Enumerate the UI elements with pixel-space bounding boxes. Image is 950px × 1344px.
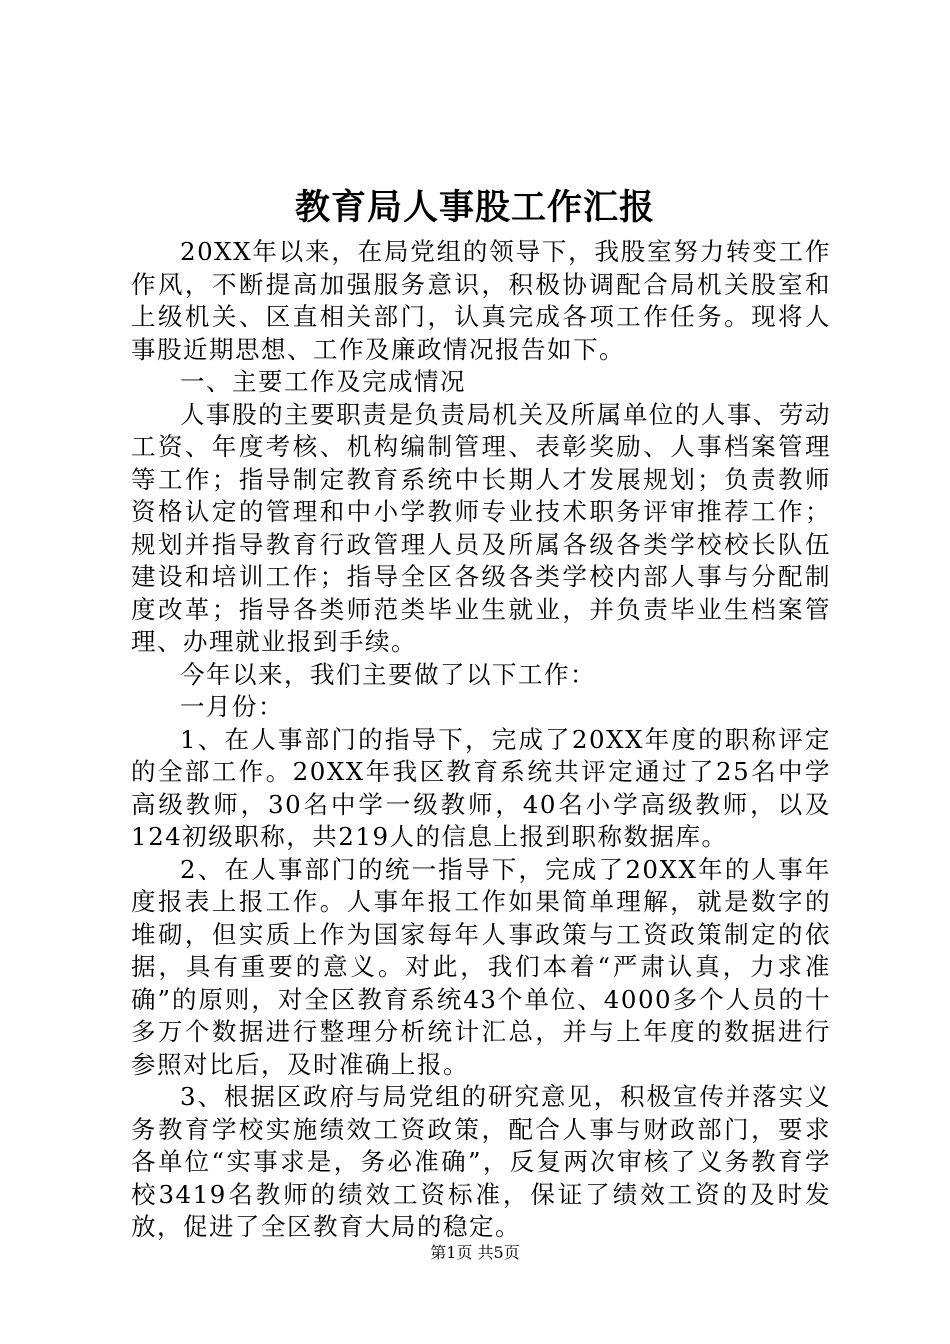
document-body <box>131 236 831 1244</box>
paragraph-month-heading: 一月份： <box>180 692 284 721</box>
paragraph-work-intro: 今年以来，我们主要做了以下工作： <box>180 659 596 689</box>
document-title: 教育局人事股工作汇报 <box>294 187 655 228</box>
paragraph-item-1: 1、在人事部门的指导下，完成了20XX年度的职称评定的全部工作。20XX年我区教育系统共评定通过了25名中学高级教师，30名中学一级教师，40名小学高级教师，以及124初级职称，共219人的信息上报到职称数据库。 <box>131 724 831 851</box>
section-heading-main-work: 一、主要工作及完成情况 <box>180 367 466 396</box>
paragraph-intro: 20XX年以来，在局党组的领导下，我股室努力转变工作作风，不断提高加强服务意识，积极协调配合局机关股室和上级机关、区直相关部门，认真完成各项工作任务。现将人事股近期思想、工作及廉政情况报告如下。 <box>131 237 831 364</box>
paragraph-item-3: 3、根据区政府与局党组的研究意见，积极宣传并落实义务教育学校实施绩效工资政策，配合人事与财政部门，要求各单位“实事求是，务必准确”，反复两次审核了义务教育学校3419名教师的绩效工资标准，保证了绩效工资的及时发放，促进了全区教育大局的稳定。 <box>131 1082 831 1241</box>
paragraph-item-2: 2、在人事部门的统一指导下，完成了20XX年的人事年度报表上报工作。人事年报工作如果简单理解，就是数字的堆砌，但实质上作为国家每年人事政策与工资政策制定的依据，具有重要的意义。对此，我们本着“严肃认真，力求准确”的原则，对全区教育系统43个单位、4000多个人员的十多万个数据进行整理分析统计汇总，并与上年度的数据进行参照对比后，及时准确上报。 <box>131 854 831 1079</box>
page-footer: 第1页 共5页 <box>430 1243 520 1262</box>
paragraph-duties: 人事股的主要职责是负责局机关及所属单位的人事、劳动工资、年度考核、机构编制管理、表彰奖励、人事档案管理等工作；指导制定教育系统中长期人才发展规划；负责教师资格认定的管理和中小学教师专业技术职务评审推荐工作；规划并指导教育行政管理人员及所属各级各类学校校长队伍建设和培训工作；指导全区各级各类学校内部人事与分配制度改革；指导各类师范类毕业生就业，并负责毕业生档案管理、办理就业报到手续。 <box>131 399 831 656</box>
